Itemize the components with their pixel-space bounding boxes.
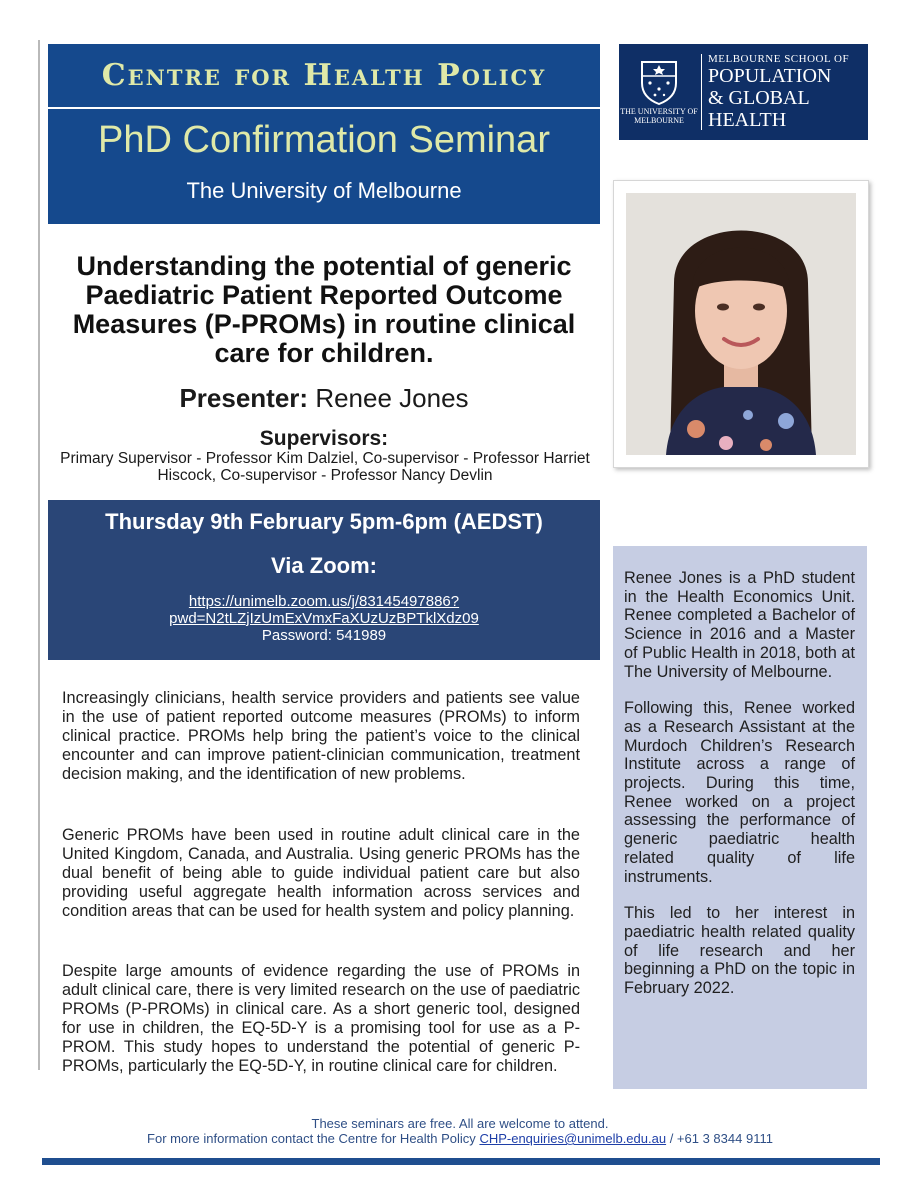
bio-paragraph-2: Following this, Renee worked as a Research Assistant at the Murdoch Children’s Research Institute across a range of projects. During this time, Renee worked on a project assessing the performance of generic paediatric health related quality of life instruments. [624, 699, 855, 886]
university-name: The University of Melbourne [186, 178, 462, 203]
zoom-heading: Via Zoom: [271, 553, 377, 578]
supervisors-heading: Supervisors: [259, 427, 389, 450]
footer-contact: For more information contact the Centre for Health Policy CHP-enquiries@unimelb.edu.au / +61 3 8344 9111 [147, 1131, 773, 1146]
school-logo [619, 44, 868, 140]
body-paragraph-3: Despite large amounts of evidence regarding the use of PROMs in adult clinical care, there is very limited research on the use of paediatric PROMs (P-PROMs) in clinical care. As a short generic tool, designed for use in children, the EQ-5D-Y is a promising tool for use as a P-PROM. This study hopes to understand the potential of generic P-PROMs, particularly the EQ-5D-Y, in routine clinical care for children. [62, 962, 580, 1075]
centre-name: Centre for Health Policy [101, 58, 547, 93]
seminar-header [48, 44, 600, 224]
contact-phone: +61 3 8344 9111 [676, 1131, 773, 1146]
event-datetime: Thursday 9th February 5pm-6pm (AEDST) [105, 509, 543, 534]
presenter-photo [613, 180, 869, 468]
left-border-line [38, 40, 40, 1070]
seminar-type: PhD Confirmation Seminar [98, 119, 550, 161]
footer-free-note: These seminars are free. All are welcome to attend. [311, 1116, 609, 1131]
body-paragraph-2: Generic PROMs have been used in routine adult clinical care in the United Kingdom, Canada, and Australia. Using generic PROMs has the dual benefit of being able to guide individual patient care but also providing useful aggregate health information across services and condition areas that can be used for health system and policy planning. [62, 826, 580, 920]
zoom-password: Password: 541989 [261, 627, 387, 644]
bio-paragraph-3: This led to her interest in paediatric health related quality of life research and her beginning a PhD on the topic in February 2022. [624, 904, 855, 998]
body-paragraph-1: Increasingly clinicians, health service providers and patients see value in the use of patient reported outcome measures (PROMs) to inform clinical practice. PROMs help bring the patient’s voice to the clinical encounter and can improve patient-clinician communication, treatment decision making, and the identification of new problems. [62, 689, 580, 783]
event-details [48, 500, 600, 660]
school-name: MELBOURNE SCHOOL OF POPULATION & GLOBAL HEALTH [708, 53, 850, 131]
bottom-border-line [42, 1158, 880, 1165]
header-divider [48, 107, 601, 109]
portrait-illustration [626, 193, 856, 455]
crest-text: THE UNIVERSITY OF MELBOURNE [620, 107, 698, 125]
zoom-link[interactable]: https://unimelb.zoom.us/j/83145497886? pwd=N2tLZjIzUmExVmxFaXUzUzBPTklXdz09 [169, 593, 479, 627]
presenter-line [48, 383, 600, 414]
presenter-name: Renee Jones [315, 383, 469, 413]
crest-icon [639, 59, 679, 105]
seminar-title: Understanding the potential of generic Paediatric Patient Reported Outcome Measures (P-PROMs) in routine clinical care for children. [72, 251, 576, 368]
supervisors-list: Primary Supervisor - Professor Kim Dalziel, Co-supervisor - Professor Harriet Hiscock, Co-supervisor - Professor Nancy Devlin [60, 450, 590, 484]
centre-name-banner [48, 44, 600, 107]
presenter-label: Presenter: [179, 383, 309, 413]
logo-divider [701, 54, 702, 130]
university-crest [619, 59, 699, 125]
contact-email-link[interactable]: CHP-enquiries@unimelb.edu.au [479, 1131, 667, 1146]
bio-paragraph-1: Renee Jones is a PhD student in the Health Economics Unit. Renee completed a Bachelor of Science in 2016 and a Master of Public Health in 2018, both at The University of Melbourne. [624, 569, 855, 681]
footer [40, 1116, 880, 1146]
presenter-bio [613, 546, 867, 1089]
